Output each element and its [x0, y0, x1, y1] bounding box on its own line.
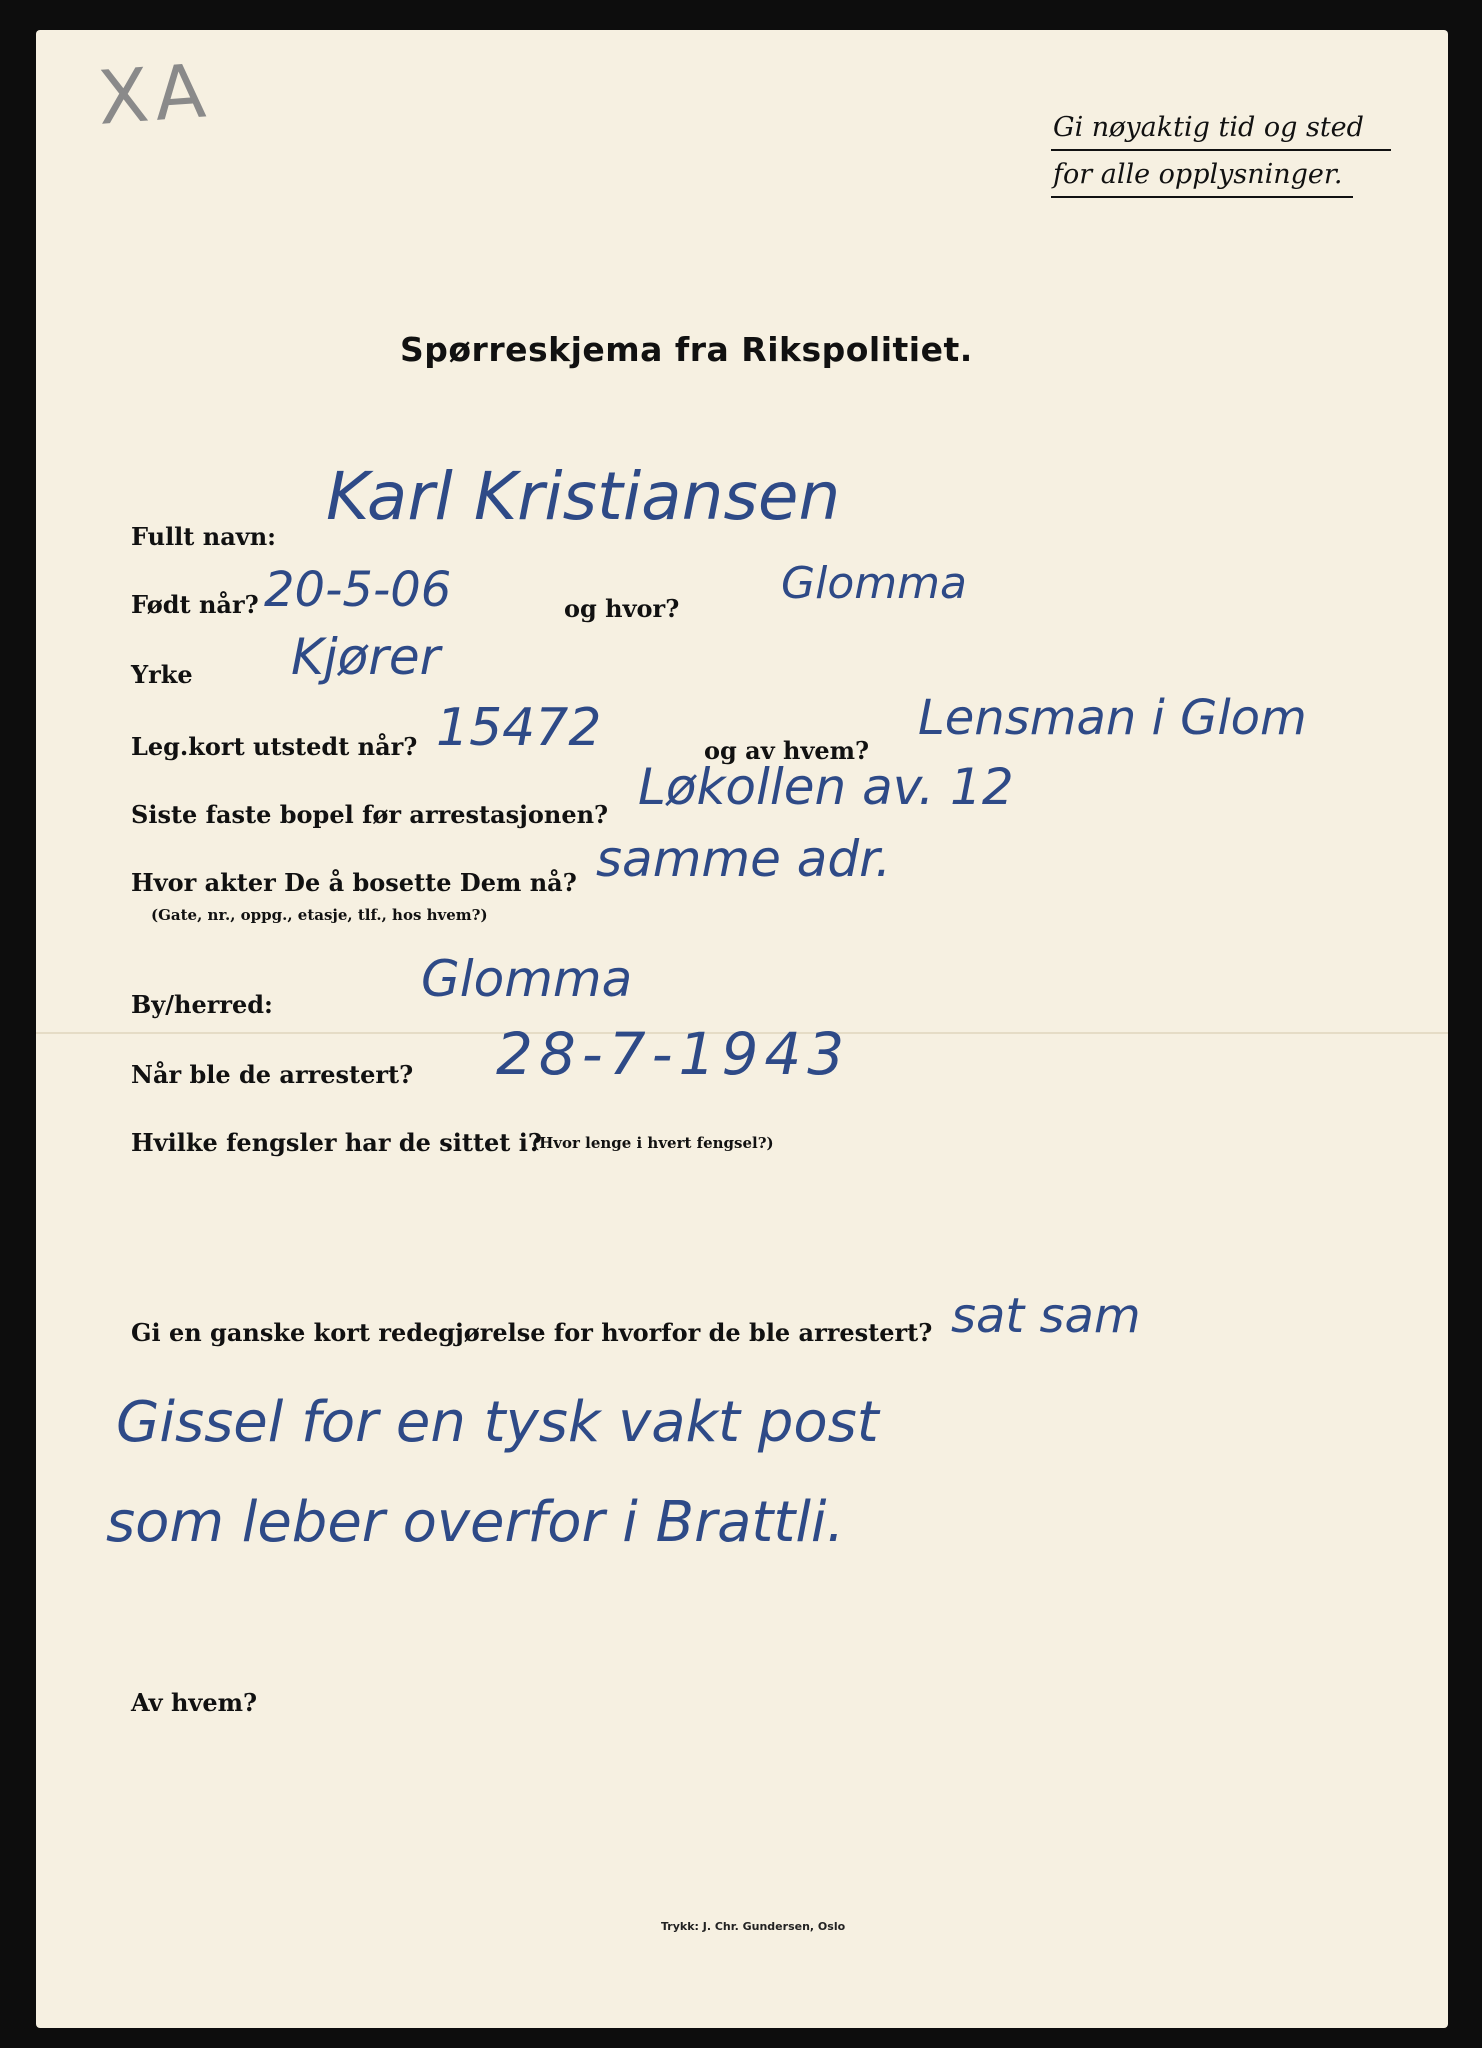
id-card-by-value[interactable]: Lensman i Glom — [918, 690, 1307, 746]
last-address-label: Siste faste bopel før arrestasjonen? — [131, 800, 609, 829]
occupation-label: Yrke — [131, 660, 193, 689]
instruction-line-2: for alle opplysninger. — [1053, 159, 1343, 190]
full-name-value[interactable]: Karl Kristiansen — [326, 458, 841, 535]
municipality-value[interactable]: Glomma — [421, 950, 633, 1008]
instruction-box — [1051, 110, 1391, 204]
instruction-rule-2 — [1051, 196, 1353, 198]
reason-value-line-3[interactable]: som leber overfor i Brattli. — [106, 1490, 845, 1555]
corner-mark: XA — [95, 48, 215, 142]
instruction-rule-1 — [1051, 149, 1391, 151]
reason-label: Gi en ganske kort redegjørelse for hvorfor de ble arrestert? — [131, 1318, 933, 1347]
last-address-value[interactable]: Løkollen av. 12 — [638, 758, 1014, 816]
id-card-when-label: Leg.kort utstedt når? — [131, 732, 418, 761]
occupation-value[interactable]: Kjører — [291, 628, 441, 686]
reason-value-line-2[interactable]: Gissel for en tysk vakt post — [116, 1390, 879, 1455]
born-when-value[interactable]: 20-5-06 — [264, 562, 452, 618]
form-title: Spørreskjema fra Rikspolitiet. — [400, 330, 973, 369]
id-card-by-label: og av hvem? — [704, 736, 870, 765]
born-when-label: Født når? — [131, 590, 259, 619]
full-name-label: Fullt navn: — [131, 522, 276, 551]
arrested-when-value[interactable]: 28-7-1943 — [496, 1020, 851, 1088]
settle-hint: (Gate, nr., oppg., etasje, tlf., hos hvem?) — [151, 906, 488, 924]
reason-value-line-1[interactable]: sat sam — [951, 1288, 1141, 1344]
id-card-when-value[interactable]: 15472 — [436, 698, 602, 758]
born-where-value[interactable]: Glomma — [781, 558, 967, 609]
municipality-label: By/herred: — [131, 990, 273, 1019]
prisons-hint: (Hvor lenge i hvert fengsel?) — [532, 1134, 774, 1152]
settle-value[interactable]: samme adr. — [596, 830, 891, 888]
printer-credit: Trykk: J. Chr. Gundersen, Oslo — [661, 1920, 846, 1933]
by-whom-label: Av hvem? — [131, 1688, 258, 1717]
prisons-label: Hvilke fengsler har de sittet i? — [131, 1128, 542, 1157]
born-where-label: og hvor? — [564, 594, 680, 623]
settle-label: Hvor akter De å bosette Dem nå? — [131, 868, 577, 897]
form-sheet — [36, 30, 1448, 2028]
arrested-when-label: Når ble de arrestert? — [131, 1060, 414, 1089]
instruction-line-1: Gi nøyaktig tid og sted — [1053, 112, 1364, 143]
